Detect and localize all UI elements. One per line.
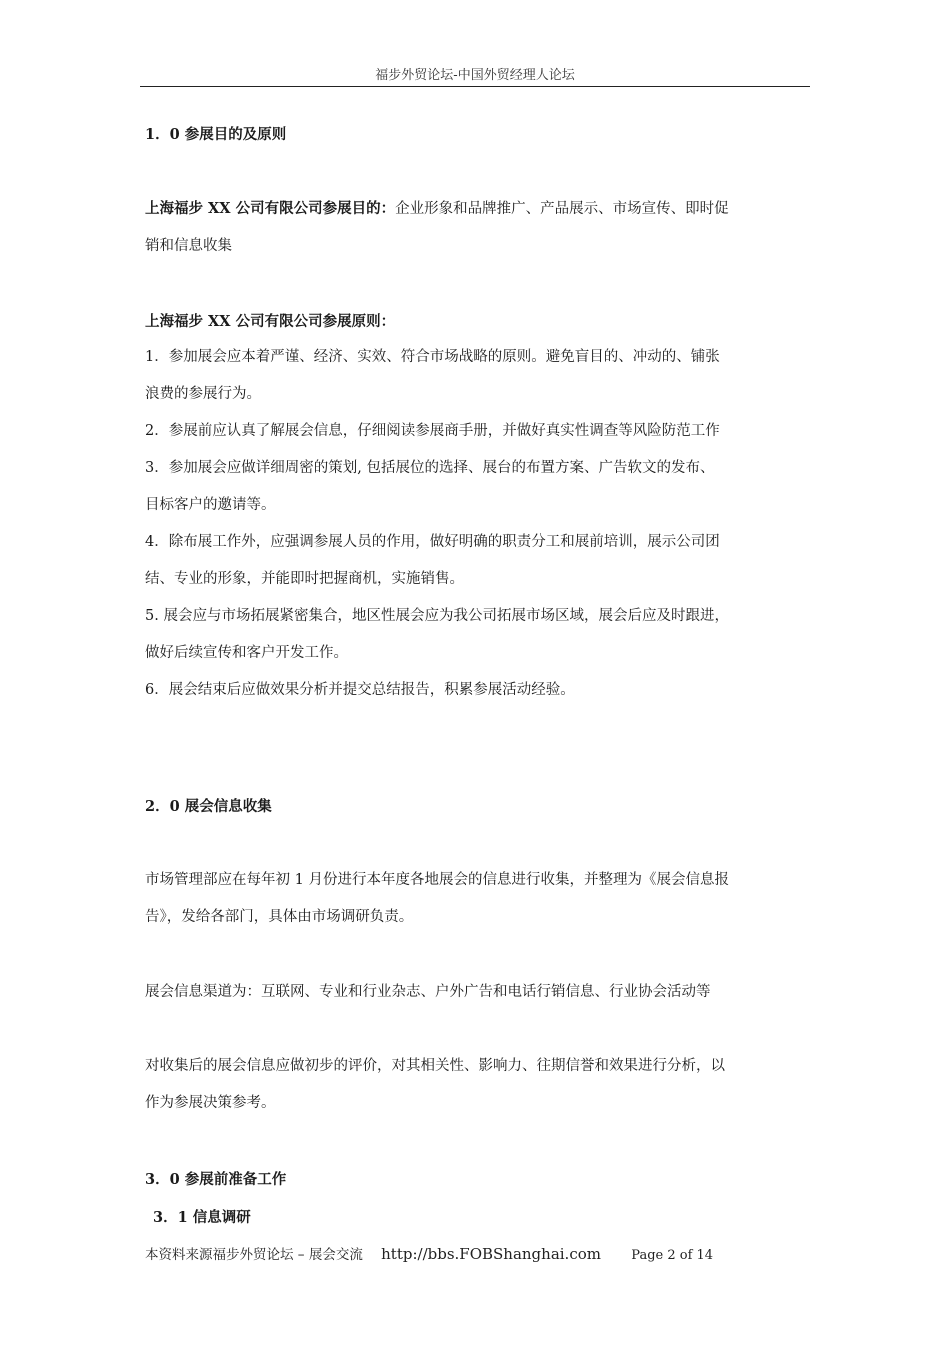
s2-paragraph-2: 展会信息渠道为：互联网、专业和行业杂志、户外广告和电话行销信息、行业协会活动等 (145, 984, 711, 1000)
section-3-1-heading: 3．1 信息调研 (153, 1209, 251, 1226)
principle-3: 3．参加展会应做详细周密的策划, 包括展位的选择、展台的布置方案、广告软文的发布、 (145, 460, 715, 476)
footer-page-number: Page 2 of 14 (631, 1248, 714, 1263)
purpose-text-cont: 销和信息收集 (145, 238, 232, 254)
principle-1: 1．参加展会应本着严谨、经济、实效、符合市场战略的原则。避免盲目的、冲动的、铺张 (145, 349, 720, 365)
purpose-label: 上海福步 XX 公司有限公司参展目的： (145, 200, 396, 217)
principle-list (145, 339, 810, 709)
s2-para3-line1: 对收集后的展会信息应做初步的评价，对其相关性、影响力、往期信誉和效果进行分析，以 (145, 1058, 725, 1074)
s2-paragraph-1 (145, 862, 810, 936)
principle-2: 2．参展前应认真了解展会信息，仔细阅读参展商手册，并做好真实性调查等风险防范工作 (145, 423, 720, 439)
s2-para1-line2: 告》，发给各部门，具体由市场调研负责。 (145, 909, 414, 925)
principle-1-cont: 浪费的参展行为。 (145, 386, 261, 402)
s2-para3-line2: 作为参展决策参考。 (145, 1095, 276, 1111)
s2-para1-line1: 市场管理部应在每年初 1 月份进行本年度各地展会的信息进行收集，并整理为《展会信息报 (145, 872, 729, 888)
principle-label: 上海福步 XX 公司有限公司参展原则： (145, 313, 396, 330)
section-3-heading: 3．0 参展前准备工作 (145, 1171, 287, 1188)
footer-source: 本资料来源福步外贸论坛 – 展会交流 (145, 1247, 363, 1263)
section-1-heading: 1．0 参展目的及原则 (145, 126, 287, 143)
principle-6: 6．展会结束后应做效果分析并提交总结报告，积累参展活动经验。 (145, 682, 575, 698)
section-2-heading: 2．0 展会信息收集 (145, 798, 272, 815)
purpose-text: 企业形象和品牌推广、产品展示、市场宣传、即时促 (395, 201, 729, 217)
header-title: 福步外贸论坛-中国外贸经理人论坛 (375, 68, 575, 83)
s2-paragraph-3 (145, 1048, 810, 1122)
principle-4: 4．除布展工作外，应强调参展人员的作用，做好明确的职责分工和展前培训，展示公司团 (145, 534, 720, 550)
principle-4-cont: 结、专业的形象，并能即时把握商机，实施销售。 (145, 571, 464, 587)
page-header (140, 66, 810, 87)
footer-url[interactable]: http://bbs.FOBShanghai.com (381, 1245, 601, 1263)
principle-3-cont: 目标客户的邀请等。 (145, 497, 276, 513)
principle-5-cont: 做好后续宣传和客户开发工作。 (145, 645, 348, 661)
purpose-paragraph (145, 190, 810, 265)
page-footer (145, 1243, 713, 1263)
principle-5: 5. 展会应与市场拓展紧密集合，地区性展会应为我公司拓展市场区域，展会后应及时跟进， (145, 608, 729, 624)
